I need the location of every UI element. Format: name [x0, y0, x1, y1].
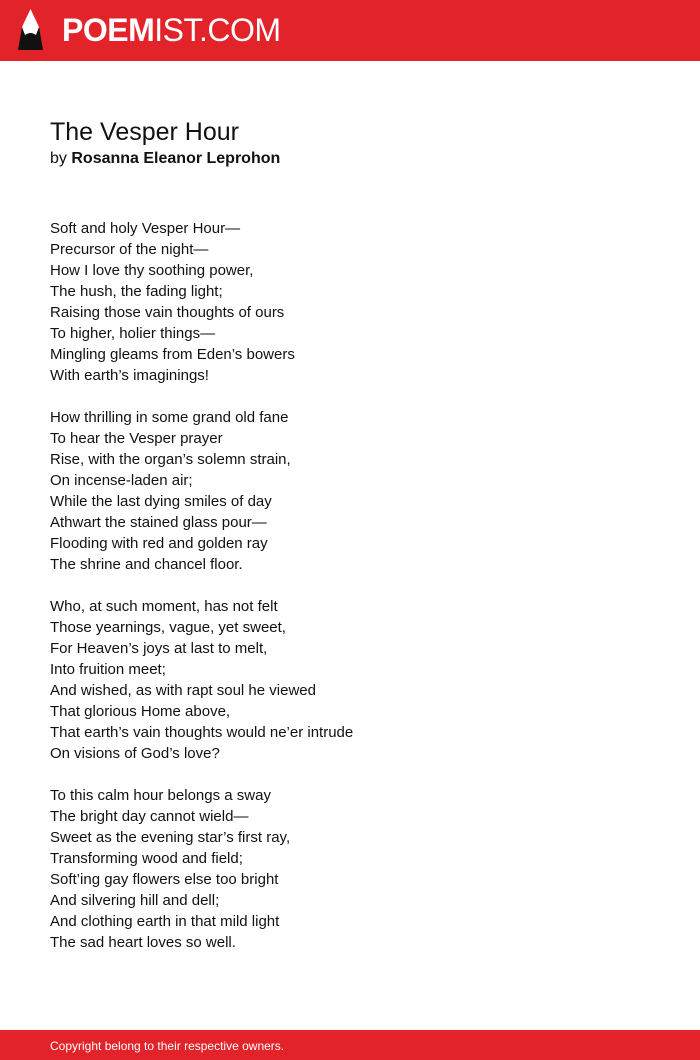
poem-line: Soft and holy Vesper Hour—	[50, 220, 241, 237]
site-header	[0, 0, 700, 61]
poem-line: Raising those vain thoughts of ours	[50, 304, 285, 321]
poem-line: That earth’s vain thoughts would ne’er intrude	[50, 724, 354, 741]
author-name: Rosanna Eleanor Leprohon	[71, 150, 281, 167]
poem-byline	[50, 148, 280, 170]
poem-body	[50, 218, 610, 974]
stanza-3	[50, 596, 610, 764]
poem-line: That glorious Home above,	[50, 703, 231, 720]
poem-line: Sweet as the evening star’s first ray,	[50, 829, 291, 846]
site-footer	[0, 1030, 700, 1060]
poem-title: The Vesper Hour	[50, 118, 239, 146]
poem-line: How I love thy soothing power,	[50, 262, 254, 279]
poem-line: How thrilling in some grand old fane	[50, 409, 289, 426]
poem-line: Flooding with red and golden ray	[50, 535, 268, 552]
poem-line: While the last dying smiles of day	[50, 493, 272, 510]
poem-line: Soft’ing gay flowers else too bright	[50, 871, 279, 888]
site-logo-link[interactable]	[62, 12, 281, 48]
poem-line: To hear the Vesper prayer	[50, 430, 223, 447]
byline-prefix: by	[50, 150, 67, 167]
stanza-1	[50, 218, 610, 386]
poem-line: To this calm hour belongs a sway	[50, 787, 271, 804]
poem-line: Athwart the stained glass pour—	[50, 514, 267, 531]
poem-line: The hush, the fading light;	[50, 283, 223, 300]
poem-line: On visions of God’s love?	[50, 745, 220, 762]
poem-line: Those yearnings, vague, yet sweet,	[50, 619, 286, 636]
poem-line: On incense-laden air;	[50, 472, 193, 489]
poem-line: Who, at such moment, has not felt	[50, 598, 278, 615]
poem-line: The shrine and chancel floor.	[50, 556, 243, 573]
poem-line: Into fruition meet;	[50, 661, 166, 678]
poem-line: And wished, as with rapt soul he viewed	[50, 682, 316, 699]
poem-line: And clothing earth in that mild light	[50, 913, 280, 930]
logo-text-bold: POEM	[62, 12, 155, 48]
stanza-4	[50, 785, 610, 953]
poem-line: For Heaven’s joys at last to melt,	[50, 640, 268, 657]
poem-line: Transforming wood and field;	[50, 850, 243, 867]
poem-line: The bright day cannot wield—	[50, 808, 249, 825]
copyright-notice: Copyright belong to their respective owners.	[50, 1039, 285, 1053]
poem-line: The sad heart loves so well.	[50, 934, 236, 951]
poem-line: Mingling gleams from Eden’s bowers	[50, 346, 295, 363]
poem-line: To higher, holier things—	[50, 325, 216, 342]
poem-line: Rise, with the organ’s solemn strain,	[50, 451, 291, 468]
poem-line: And silvering hill and dell;	[50, 892, 220, 909]
poem-line: Precursor of the night—	[50, 241, 209, 258]
poem-line: With earth’s imaginings!	[50, 367, 209, 384]
pencil-icon[interactable]	[17, 9, 44, 51]
stanza-2	[50, 407, 610, 575]
logo-text-light: IST.COM	[154, 12, 281, 48]
